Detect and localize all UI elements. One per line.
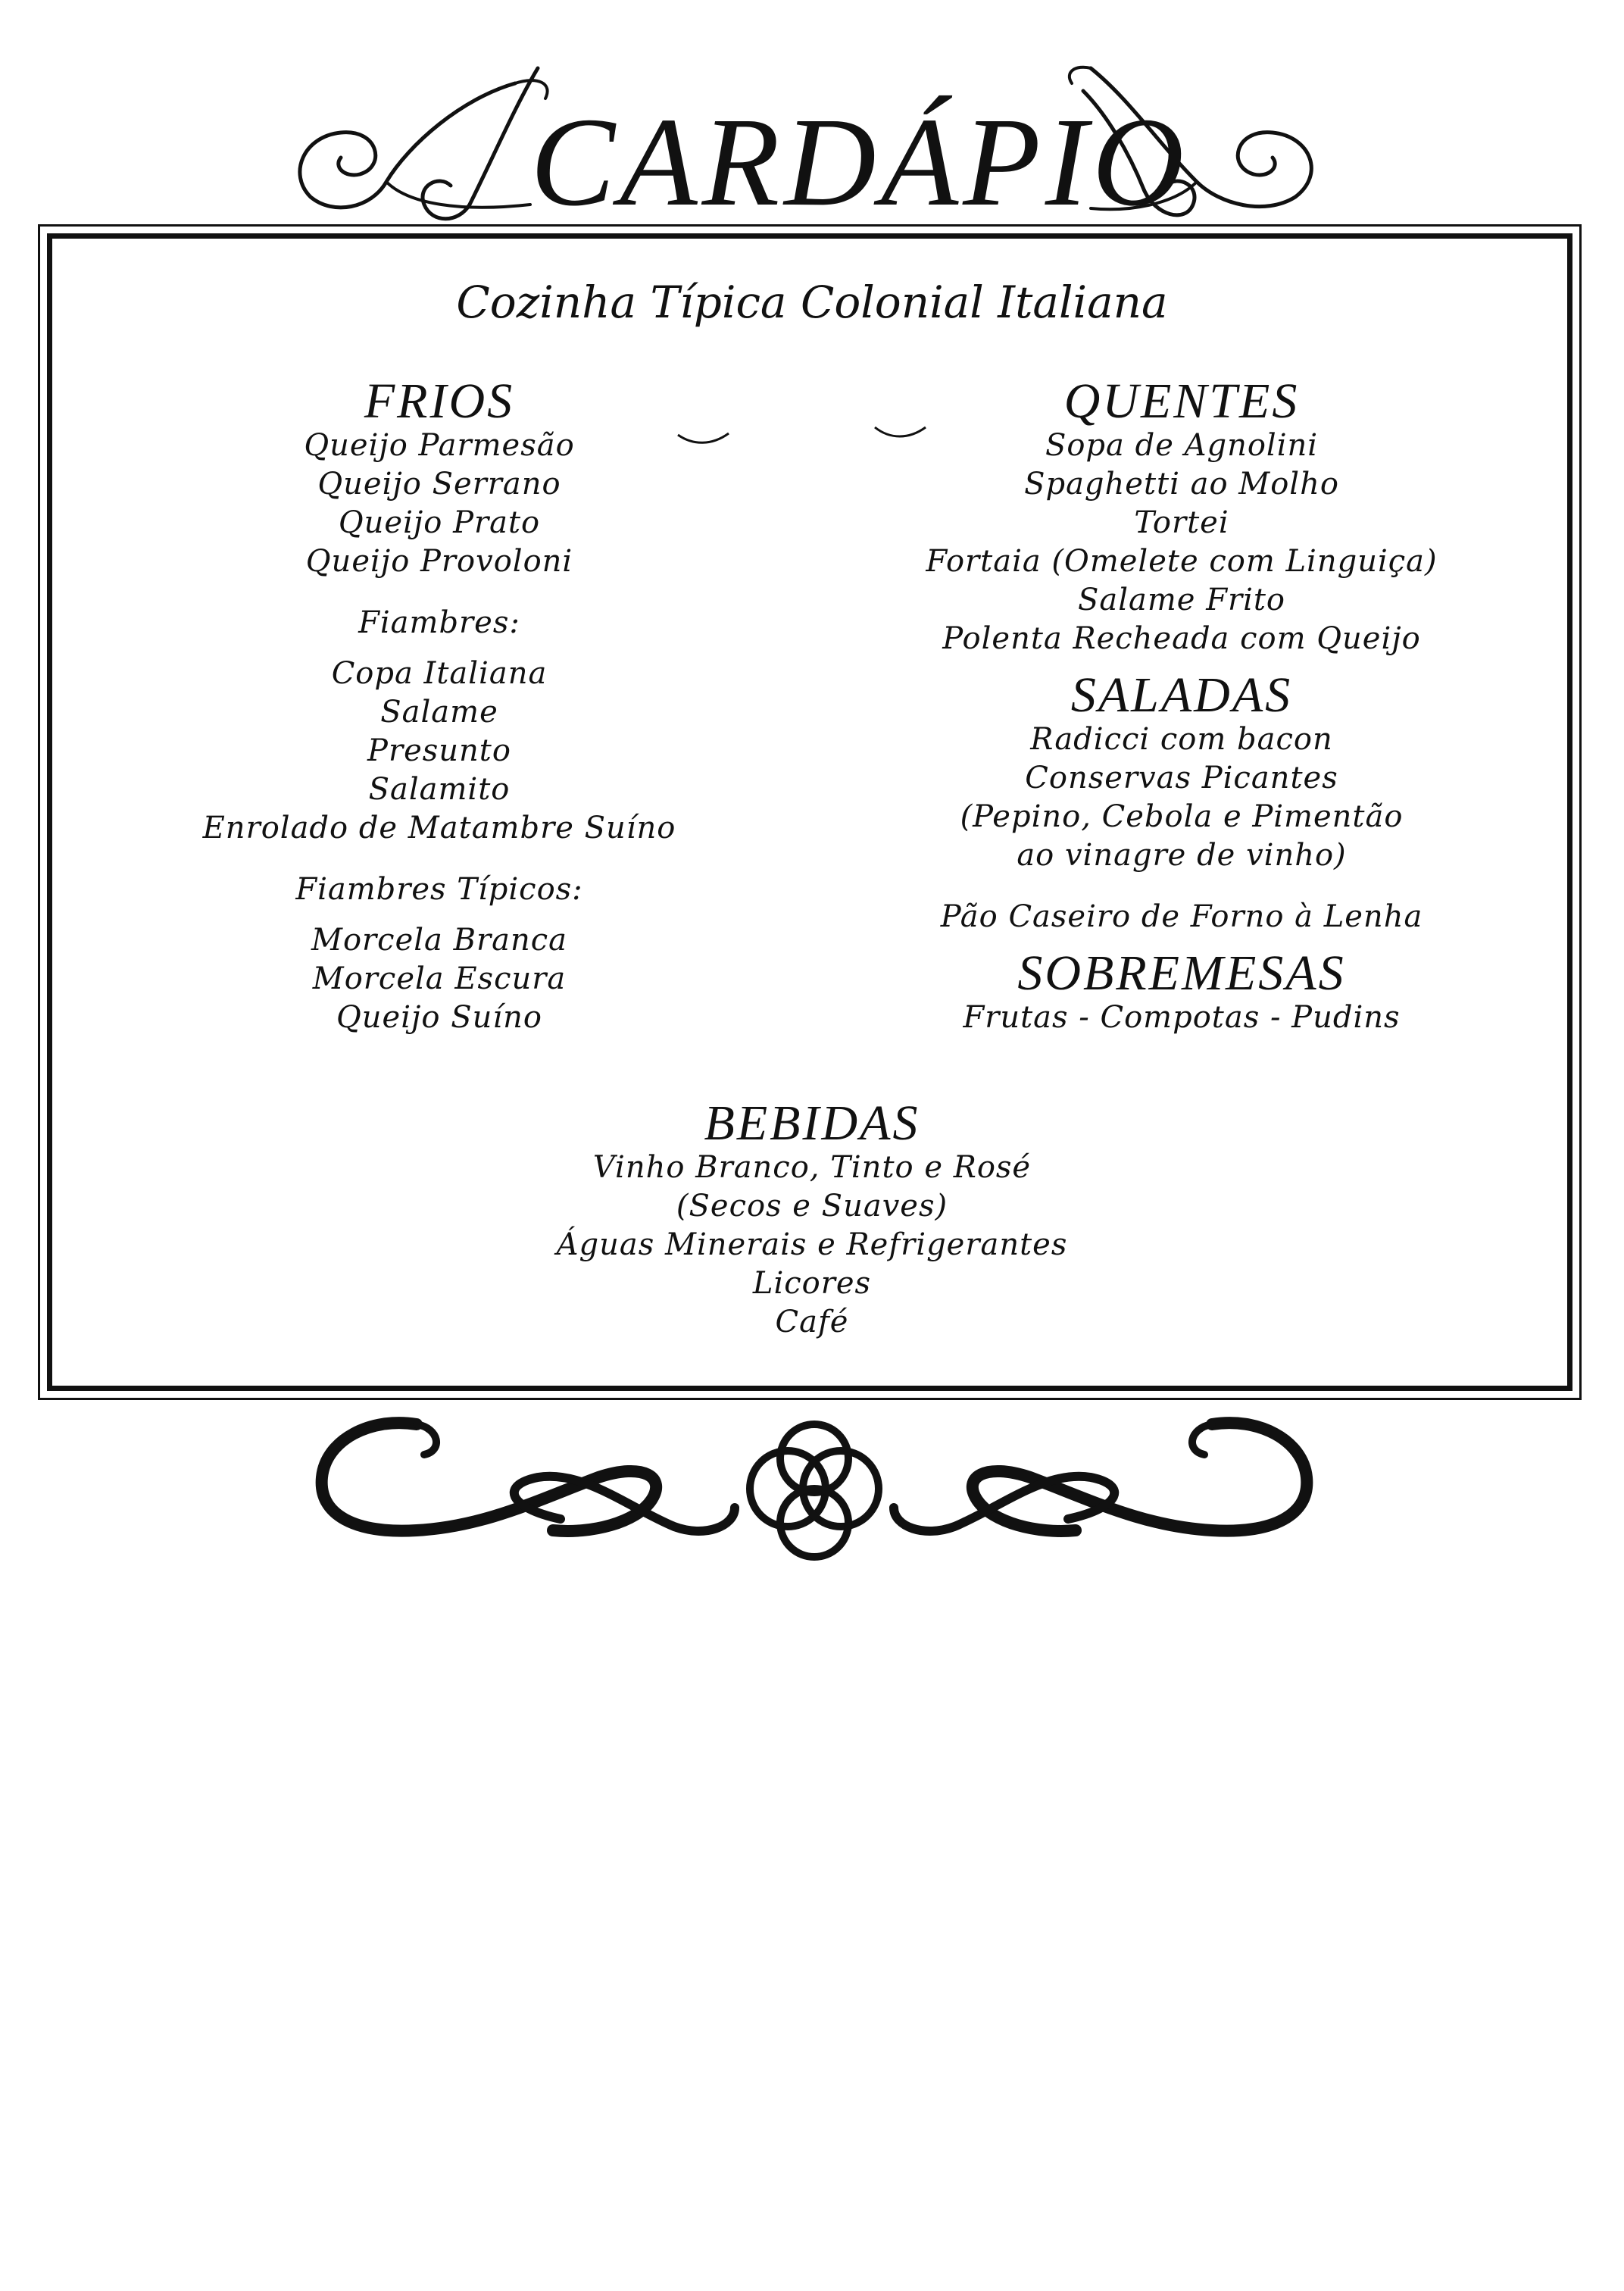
list-item: Enrolado de Matambre Suíno [202,811,676,845]
list-item: Águas Minerais e Refrigerantes [556,1227,1068,1262]
list-item: Queijo Provoloni [305,544,573,579]
list-item: Conservas Picantes [1025,761,1338,795]
list-item: Presunto [367,733,511,768]
menu-title: CARDÁPIO [530,92,1189,233]
list-item: Queijo Parmesão [304,428,575,463]
list-item: (Secos e Suaves) [676,1189,948,1224]
list-item: Queijo Prato [338,505,541,540]
saladas-heading: SALADAS [1070,667,1293,723]
list-item: Sopa de Agnolini [1045,428,1319,463]
sobremesas-heading: SOBREMESAS [1017,945,1346,1001]
scan-mark-icon [871,423,932,445]
list-item: Queijo Serrano [317,467,561,502]
fiambres-tipicos-label: Fiambres Típicos: [295,872,583,907]
list-item: Salamito [368,772,511,807]
list-item: Salame Frito [1077,583,1286,617]
scan-mark-icon [674,429,735,452]
bottom-flourish-icon [311,1394,1318,1576]
list-item: Tortei [1134,505,1229,540]
list-item: Copa Italiana [331,656,548,691]
list-item: (Pepino, Cebola e Pimentão [960,799,1404,834]
list-item: ao vinagre de vinho) [1017,838,1347,873]
list-item: Spaghetti ao Molho [1024,467,1339,502]
list-item: Frutas - Compotas - Pudins [963,1000,1401,1035]
list-item: Radicci com bacon [1030,722,1333,757]
bebidas-heading: BEBIDAS [704,1095,920,1151]
bebidas-section [433,1095,1191,1342]
quentes-section [879,373,1485,1037]
list-item: Morcela Branca [311,923,567,958]
pao-item: Pão Caseiro de Forno à Lenha [940,899,1423,934]
menu-subtitle: Cozinha Típica Colonial Italiana [456,277,1168,328]
frios-heading: FRIOS [364,373,515,429]
list-item: Vinho Branco, Tinto e Rosé [592,1150,1032,1185]
list-item: Morcela Escura [312,961,567,996]
menu-title-ornament [288,53,1348,233]
frios-section [151,373,727,1037]
list-item: Polenta Recheada com Queijo [942,621,1421,656]
list-item: Salame [380,695,498,730]
list-item: Licores [752,1266,872,1301]
quentes-heading: QUENTES [1063,373,1300,429]
list-item: Fortaia (Omelete com Linguiça) [926,544,1438,579]
fiambres-label: Fiambres: [358,605,520,640]
list-item: Queijo Suíno [336,1000,543,1035]
list-item: Café [775,1305,849,1339]
